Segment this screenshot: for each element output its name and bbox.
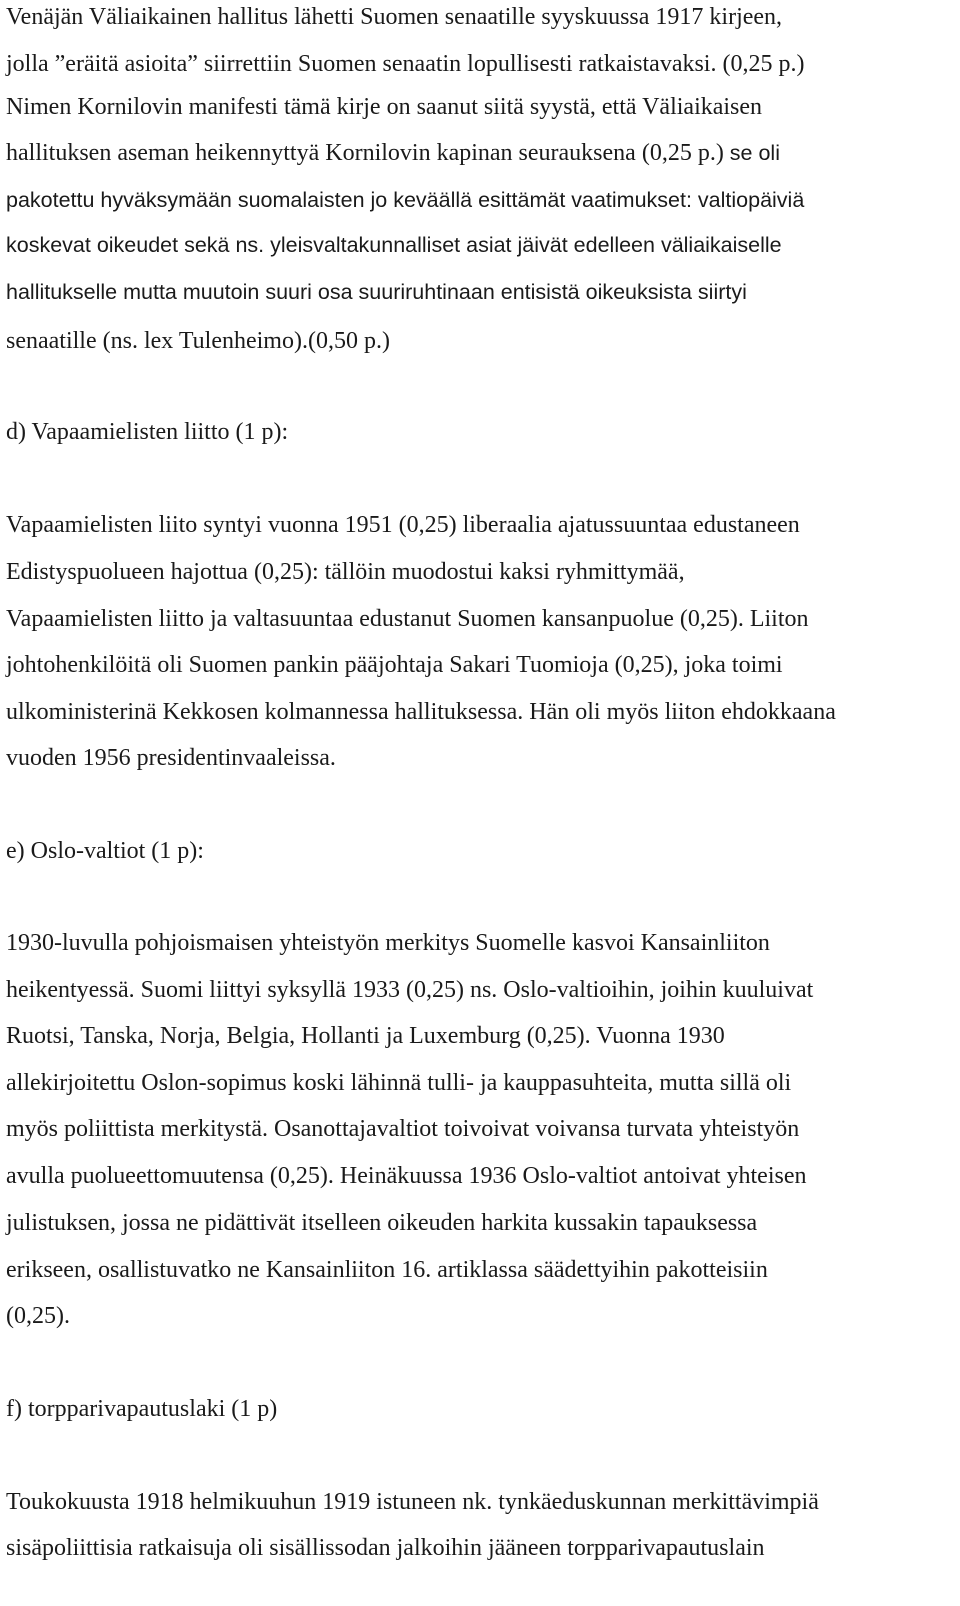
section-e-heading: e) Oslo-valtiot (1 p): <box>6 838 204 864</box>
text-segment: se oli <box>723 141 780 165</box>
text-line: pakotettu hyväksymään suomalaisten jo keväällä esittämät vaatimukset: valtiopäiviä <box>6 188 805 212</box>
text-segment: hallituksen aseman heikennyttyä Kornilovin kapinan seurauksena (0,25 p.) <box>6 140 724 166</box>
text-line: (0,25). <box>6 1303 70 1329</box>
text-line: johtohenkilöitä oli Suomen pankin pääjohtaja Sakari Tuomioja (0,25), joka toimi <box>6 652 783 678</box>
text-line: sisäpoliittisia ratkaisuja oli sisällissodan jalkoihin jääneen torpparivapautuslain <box>6 1535 765 1561</box>
text-line: erikseen, osallistuvatko ne Kansainliiton 16. artiklassa säädettyihin pakotteisiin <box>6 1257 768 1283</box>
text-line: myös poliittista merkitystä. Osanottajavaltiot toivoivat voivansa turvata yhteistyön <box>6 1116 800 1142</box>
section-d-heading: d) Vapaamielisten liitto (1 p): <box>6 419 289 445</box>
text-segment: koskevat oikeudet sekä ns. <box>6 233 265 257</box>
text-line <box>6 230 782 260</box>
section-f-heading: f) torpparivapautuslaki (1 p) <box>6 1396 278 1422</box>
text-line: ulkoministerinä Kekkosen kolmannessa hallituksessa. Hän oli myös liiton ehdokkaana <box>6 699 836 725</box>
text-line: senaatille (ns. lex Tulenheimo).(0,50 p.) <box>6 328 390 354</box>
text-line: Toukokuusta 1918 helmikuuhun 1919 istuneen nk. tynkäeduskunnan merkittävimpiä <box>6 1489 819 1515</box>
text-line: 1930-luvulla pohjoismaisen yhteistyön merkitys Suomelle kasvoi Kansainliiton <box>6 930 770 956</box>
text-line: Vapaamielisten liitto ja valtasuuntaa edustanut Suomen kansanpuolue (0,25). Liiton <box>6 606 809 632</box>
text-line: Vapaamielisten liito syntyi vuonna 1951 (0,25) liberaalia ajatussuuntaa edustaneen <box>6 512 800 538</box>
text-line: vuoden 1956 presidentinvaaleissa. <box>6 745 336 771</box>
text-line: Nimen Kornilovin manifesti tämä kirje on saanut siitä syystä, että Väliaikaisen <box>6 94 763 120</box>
text-line: heikentyessä. Suomi liittyi syksyllä 1933 (0,25) ns. Oslo-valtioihin, joihin kuuluivat <box>6 977 814 1003</box>
text-line: hallitukselle mutta muutoin suuri osa suuriruhtinaan entisistä oikeuksista siirtyi <box>6 280 747 304</box>
text-line: avulla puolueettomuutensa (0,25). Heinäkuussa 1936 Oslo-valtiot antoivat yhteisen <box>6 1163 807 1189</box>
text-line: allekirjoitettu Oslon-sopimus koski lähinnä tulli- ja kauppasuhteita, mutta sillä oli <box>6 1070 792 1096</box>
text-segment: yleisvaltakunnalliset asiat jäivät edelleen väliaikaiselle <box>264 233 782 257</box>
text-line: Venäjän Väliaikainen hallitus lähetti Suomen senaatille syyskuussa 1917 kirjeen, <box>6 4 783 30</box>
text-line: Ruotsi, Tanska, Norja, Belgia, Hollanti ja Luxemburg (0,25). Vuonna 1930 <box>6 1023 725 1049</box>
text-line: jolla ”eräitä asioita” siirrettiin Suomen senaatin lopullisesti ratkaistavaksi. (0,25 p.) <box>6 51 805 77</box>
text-line: julistuksen, jossa ne pidättivät itselleen oikeuden harkita kussakin tapauksessa <box>6 1210 758 1236</box>
text-line <box>6 138 780 168</box>
text-line: Edistyspuolueen hajottua (0,25): tällöin muodostui kaksi ryhmittymää, <box>6 559 685 585</box>
